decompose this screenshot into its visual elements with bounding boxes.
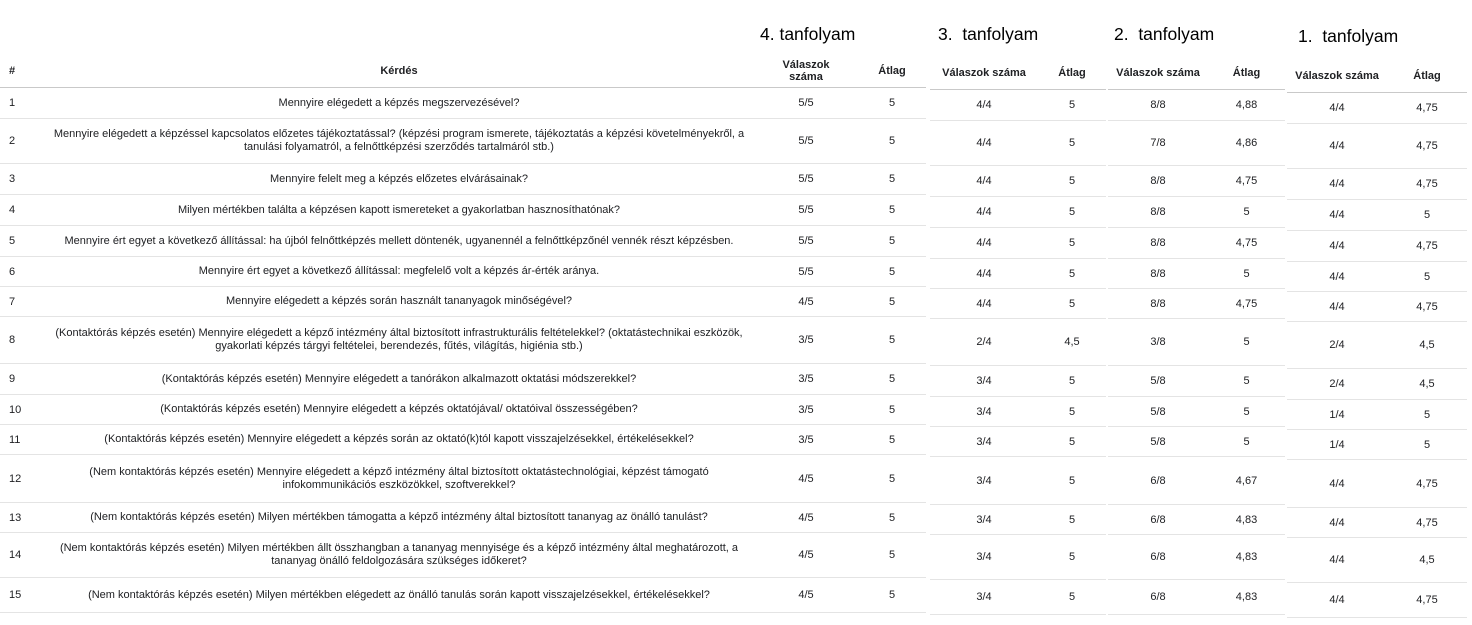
average-cell: 5	[1423, 408, 1431, 421]
question-cell: (Kontaktórás képzés esetén) Mennyire elégedett a tanórákon alkalmazott oktatási módszerekkel?	[161, 372, 637, 385]
responses-cell: 4/4	[976, 237, 992, 249]
table-row	[1287, 262, 1467, 292]
col-header-responses[interactable]: Válaszok száma	[782, 59, 830, 83]
row-number-cell: 1	[9, 97, 16, 109]
responses-cell: 3/4	[976, 474, 992, 487]
average-cell: 5	[888, 135, 896, 147]
responses-cell: 6/8	[1150, 513, 1166, 526]
table-row	[1287, 231, 1467, 262]
table-row	[930, 397, 1106, 427]
responses-cell: 4/4	[1329, 240, 1345, 252]
course-title-2: 2. tanfolyam	[1114, 24, 1215, 44]
average-cell: 5	[1068, 405, 1076, 418]
average-cell: 5	[1243, 375, 1250, 387]
row-number-cell: 3	[9, 173, 16, 185]
average-cell: 4,75	[1416, 300, 1438, 313]
table-row	[1287, 93, 1467, 124]
responses-cell: 3/5	[798, 373, 814, 385]
responses-cell: 4/4	[1329, 102, 1345, 114]
responses-cell: 5/8	[1150, 435, 1166, 448]
responses-cell: 4/4	[1329, 178, 1345, 190]
average-cell: 5	[1423, 209, 1431, 221]
average-cell: 5	[888, 334, 896, 346]
average-cell: 5	[1243, 405, 1250, 418]
table-body	[0, 88, 926, 613]
table-row	[930, 259, 1106, 289]
table-row	[930, 90, 1106, 121]
average-cell: 5	[1068, 267, 1076, 280]
question-cell: (Kontaktórás képzés esetén) Mennyire elégedett a képzés során az oktató(k)tól kapott visszajelzésekkel, értékelésekkel?	[104, 433, 694, 445]
table-row	[930, 505, 1106, 535]
table-body	[1287, 93, 1467, 618]
responses-cell: 8/8	[1150, 267, 1166, 280]
responses-cell: 4/4	[1329, 554, 1345, 566]
table-row	[1108, 197, 1285, 228]
table-row	[0, 287, 926, 317]
average-cell: 5	[1068, 206, 1076, 218]
question-cell: Mennyire ért egyet a következő állítással: megfelelő volt a képzés ár-érték aránya.	[198, 265, 600, 277]
table-row	[1287, 322, 1467, 369]
average-cell: 4,83	[1235, 551, 1258, 563]
responses-cell: 1/4	[1329, 438, 1345, 451]
responses-cell: 3/5	[798, 433, 814, 446]
average-cell: 5	[1068, 375, 1076, 387]
average-cell: 5	[888, 97, 896, 109]
row-number-cell: 10	[9, 403, 22, 416]
average-cell: 4,75	[1416, 102, 1438, 114]
responses-cell: 8/8	[1150, 237, 1166, 249]
table-header-row	[930, 57, 1106, 90]
course-title-3: 3. tanfolyam	[938, 24, 1039, 44]
average-cell: 4,75	[1235, 175, 1258, 187]
average-cell: 5	[1423, 270, 1431, 283]
average-cell: 4,5	[1419, 378, 1435, 390]
table-row	[930, 580, 1106, 615]
table-row	[0, 533, 926, 578]
average-cell: 5	[1068, 435, 1076, 448]
table-row	[0, 425, 926, 455]
responses-cell: 5/5	[798, 204, 814, 216]
course-title-4: 4. tanfolyam	[760, 24, 856, 44]
table-row	[1108, 580, 1285, 615]
average-cell: 5	[888, 511, 896, 524]
responses-cell: 5/8	[1150, 405, 1166, 418]
question-cell: Mennyire elégedett a képzés megszervezésével?	[278, 96, 520, 109]
row-number-cell: 12	[9, 472, 22, 485]
table-row	[0, 119, 926, 164]
responses-cell: 6/8	[1150, 551, 1166, 563]
responses-cell: 4/4	[1329, 270, 1345, 283]
table-row	[1287, 400, 1467, 430]
responses-cell: 3/5	[798, 334, 814, 346]
responses-cell: 2/4	[1329, 378, 1345, 390]
col-header-num[interactable]: #	[9, 65, 16, 77]
average-cell: 5	[888, 204, 896, 216]
average-cell: 5	[1243, 435, 1250, 448]
responses-cell: 4/4	[1329, 477, 1345, 490]
responses-cell: 4/4	[1329, 300, 1345, 313]
responses-cell: 5/5	[798, 235, 814, 247]
col-header-average[interactable]: Átlag	[1413, 70, 1441, 82]
table-row	[930, 228, 1106, 259]
row-number-cell: 14	[9, 549, 22, 561]
responses-cell: 4/4	[976, 206, 992, 218]
average-cell: 4,75	[1416, 178, 1438, 190]
table-row	[930, 535, 1106, 580]
average-cell: 5	[1243, 206, 1250, 218]
average-cell: 4,86	[1235, 137, 1258, 149]
table-row	[930, 197, 1106, 228]
average-cell: 4,75	[1416, 516, 1438, 529]
average-cell: 4,5	[1064, 336, 1080, 348]
average-cell: 5	[888, 173, 896, 185]
responses-cell: 4/4	[1329, 594, 1345, 606]
table-row	[1287, 292, 1467, 322]
table-row	[1108, 259, 1285, 289]
responses-cell: 4/4	[1329, 516, 1345, 529]
responses-cell: 4/5	[798, 472, 814, 485]
responses-cell: 6/8	[1150, 474, 1166, 487]
responses-cell: 5/5	[798, 135, 814, 147]
values-table-course-2	[1108, 57, 1285, 615]
col-header-average[interactable]: Átlag	[878, 65, 906, 77]
table-row	[1108, 90, 1285, 121]
table-row	[1287, 200, 1467, 231]
average-cell: 5	[888, 295, 896, 308]
col-header-average[interactable]: Átlag	[1232, 67, 1261, 79]
average-cell: 4,75	[1416, 477, 1438, 490]
table-row	[1108, 121, 1285, 166]
average-cell: 4,67	[1235, 474, 1258, 487]
question-cell: (Nem kontaktórás képzés esetén) Milyen mértékben támogatta a képző intézmény által biztosított tananyag az önálló tanulást?	[90, 511, 708, 523]
col-header-responses[interactable]: Válaszok száma	[1295, 70, 1379, 82]
responses-cell: 4/4	[976, 175, 992, 187]
row-number-cell: 5	[9, 235, 16, 247]
table-body	[930, 90, 1106, 615]
row-number-cell: 2	[9, 135, 16, 147]
responses-cell: 8/8	[1150, 297, 1166, 310]
row-number-cell: 4	[9, 204, 16, 216]
table-row	[0, 88, 926, 119]
average-cell: 5	[1068, 175, 1076, 187]
responses-cell: 3/4	[976, 375, 992, 387]
average-cell: 4,83	[1235, 591, 1258, 603]
average-cell: 5	[888, 403, 896, 416]
row-number-cell: 6	[9, 265, 16, 278]
table-row	[1287, 169, 1467, 200]
table-row	[1108, 366, 1285, 397]
responses-cell: 3/4	[976, 405, 992, 418]
row-number-cell: 9	[9, 373, 16, 385]
table-row	[0, 455, 926, 503]
table-row	[930, 427, 1106, 457]
values-table-course-3	[930, 57, 1106, 615]
average-cell: 4,88	[1235, 99, 1258, 111]
question-cell: (Nem kontaktórás képzés esetén) Mennyire elégedett a képző intézmény által biztosított oktatástechnológiai, képzést támogató infokommunikációs eszközökkel, szoftverekkel?	[89, 465, 709, 491]
table-row	[1108, 397, 1285, 427]
table-row	[930, 121, 1106, 166]
row-number-cell: 15	[9, 589, 22, 601]
average-cell: 5	[888, 235, 896, 247]
average-cell: 4,83	[1235, 513, 1258, 526]
question-cell: (Kontaktórás képzés esetén) Mennyire elégedett a képzés oktatójával/ oktatóival összességében?	[160, 403, 638, 415]
table-row	[930, 366, 1106, 397]
responses-cell: 4/4	[1329, 209, 1345, 221]
responses-cell: 4/4	[1329, 140, 1345, 152]
responses-cell: 4/4	[976, 137, 992, 149]
table-row	[1108, 228, 1285, 259]
average-cell: 5	[1068, 513, 1076, 526]
responses-cell: 5/5	[798, 97, 814, 109]
average-cell: 4,5	[1419, 554, 1435, 566]
responses-cell: 7/8	[1150, 137, 1166, 149]
average-cell: 5	[1423, 438, 1431, 451]
average-cell: 4,75	[1416, 140, 1438, 152]
question-cell: Mennyire ért egyet a következő állítással: ha újból felnőttképzés mellett döntenék, ugyanennél a felnőttképzőnél vennék részt képzésben.	[64, 234, 734, 247]
average-cell: 4,75	[1235, 297, 1258, 310]
responses-cell: 5/8	[1150, 375, 1166, 387]
table-row	[0, 226, 926, 257]
responses-cell: 4/5	[798, 549, 814, 561]
table-row	[1287, 508, 1467, 538]
table-row	[930, 166, 1106, 197]
average-cell: 5	[888, 549, 896, 561]
responses-cell: 4/5	[798, 295, 814, 308]
question-cell: Mennyire elégedett a képzéssel kapcsolatos előzetes tájékoztatással? (képzési program ismerete, tájékoztatás a képzési követelményekről, a tanulási folyamatról, a felnőttképzési szerződés tartalmáról stb.)	[53, 128, 745, 153]
average-cell: 5	[1068, 551, 1076, 563]
table-row	[1287, 538, 1467, 583]
average-cell: 4,75	[1235, 237, 1258, 249]
average-cell: 5	[1243, 336, 1250, 348]
table-row	[0, 364, 926, 395]
table-row	[930, 289, 1106, 319]
average-cell: 5	[1068, 591, 1076, 603]
table-row	[930, 319, 1106, 366]
table-row	[1108, 289, 1285, 319]
table-row	[930, 457, 1106, 505]
table-row	[0, 578, 926, 613]
table-header-row	[1287, 60, 1467, 93]
table-row	[0, 395, 926, 425]
table-row	[0, 195, 926, 226]
average-cell: 4,5	[1419, 339, 1435, 351]
table-row	[1287, 124, 1467, 169]
question-cell: (Kontaktórás képzés esetén) Mennyire elégedett a képző intézmény által biztosított infrastrukturális feltételekkel? (oktatástechnikai eszközök, gyakorlati képzés tárgyi feltételei, berendezés, fűtés, világítás, higiénia stb.)	[55, 327, 743, 352]
col-header-responses[interactable]: Válaszok száma	[1116, 67, 1200, 79]
table-row	[1287, 460, 1467, 508]
col-header-question[interactable]: Kérdés	[380, 64, 418, 77]
responses-cell: 8/8	[1150, 206, 1166, 218]
table-header-row	[0, 55, 926, 88]
table-row	[0, 164, 926, 195]
table-header-row	[1108, 57, 1285, 90]
average-cell: 5	[888, 265, 896, 278]
average-cell: 5	[1068, 137, 1076, 149]
responses-cell: 5/5	[798, 173, 814, 185]
table-row	[1108, 457, 1285, 505]
table-body	[1108, 90, 1285, 615]
responses-cell: 8/8	[1150, 175, 1166, 187]
responses-cell: 2/4	[976, 336, 992, 348]
responses-cell: 8/8	[1150, 99, 1166, 111]
table-row	[1108, 166, 1285, 197]
table-row	[1108, 535, 1285, 580]
responses-cell: 3/5	[798, 403, 814, 416]
average-cell: 5	[1068, 297, 1076, 310]
table-row	[0, 503, 926, 533]
col-header-average[interactable]: Átlag	[1058, 67, 1086, 79]
average-cell: 5	[1068, 474, 1076, 487]
table-row	[0, 257, 926, 287]
col-header-responses[interactable]: Válaszok száma	[942, 67, 1026, 79]
row-number-cell: 13	[9, 511, 22, 524]
average-cell: 4,75	[1416, 594, 1438, 606]
row-number-cell: 8	[9, 334, 16, 346]
question-cell: (Nem kontaktórás képzés esetén) Milyen mértékben elégedett az önálló tanulás során kapott visszajelzésekkel, értékelésekkel?	[88, 588, 710, 601]
table-row	[1108, 505, 1285, 535]
average-cell: 4,75	[1416, 240, 1438, 252]
responses-cell: 4/4	[976, 297, 992, 310]
row-number-cell: 7	[9, 295, 16, 308]
table-row	[1287, 430, 1467, 460]
responses-cell: 4/5	[798, 511, 814, 524]
average-cell: 5	[888, 373, 896, 385]
question-cell: Mennyire felelt meg a képzés előzetes elvárásainak?	[269, 172, 529, 185]
table-row	[0, 317, 926, 364]
table-row	[1108, 427, 1285, 457]
responses-cell: 5/5	[798, 265, 814, 278]
average-cell: 5	[1068, 237, 1076, 249]
responses-cell: 3/4	[976, 591, 992, 603]
average-cell: 5	[888, 472, 896, 485]
responses-cell: 3/8	[1150, 336, 1166, 348]
responses-cell: 4/4	[976, 99, 992, 111]
average-cell: 5	[1068, 99, 1076, 111]
responses-cell: 1/4	[1329, 408, 1345, 421]
responses-cell: 3/4	[976, 551, 992, 563]
question-cell: (Nem kontaktórás képzés esetén) Milyen mértékben állt összhangban a tananyag mennyisége és a képző intézmény által meghatározott, a tananyag önálló feldolgozására szükséges időkeret?	[59, 542, 739, 567]
question-cell: Milyen mértékben találta a képzésen kapott ismereteket a gyakorlatban hasznosíthatónak?	[177, 203, 621, 216]
table-row	[1287, 583, 1467, 618]
table-row	[1287, 369, 1467, 400]
responses-cell: 4/4	[976, 267, 992, 280]
table-row	[1108, 319, 1285, 366]
responses-cell: 4/5	[798, 589, 814, 601]
course-title-1: 1. tanfolyam	[1298, 26, 1399, 46]
responses-cell: 6/8	[1150, 591, 1166, 603]
values-table-course-1	[1287, 60, 1467, 618]
questions-table-course-4	[0, 55, 926, 613]
responses-cell: 2/4	[1329, 339, 1345, 351]
responses-cell: 3/4	[976, 513, 992, 526]
responses-cell: 3/4	[976, 435, 992, 448]
average-cell: 5	[888, 589, 896, 601]
row-number-cell: 11	[9, 433, 21, 446]
average-cell: 5	[1243, 267, 1250, 280]
average-cell: 5	[888, 433, 896, 446]
question-cell: Mennyire elégedett a képzés során használt tananyagok minőségével?	[225, 295, 573, 307]
